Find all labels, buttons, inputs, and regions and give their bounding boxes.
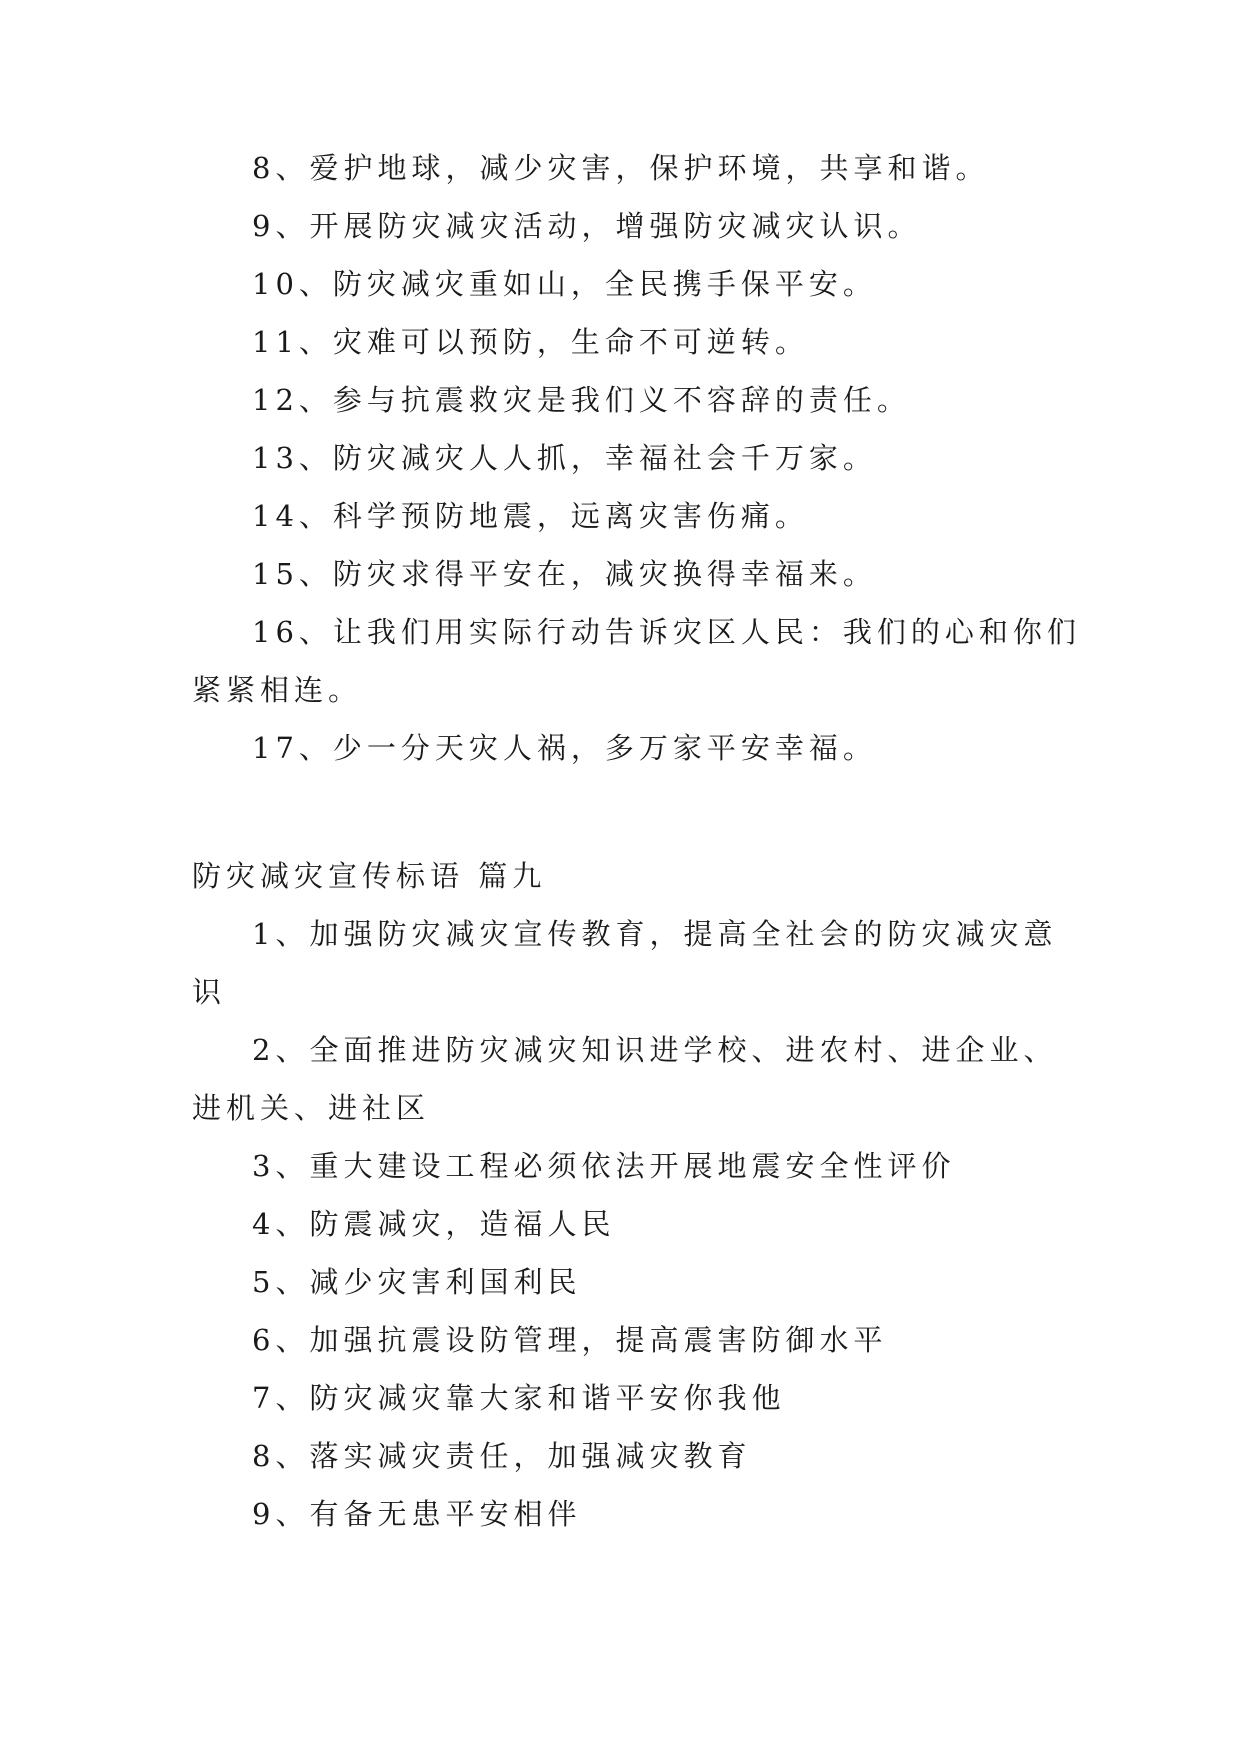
slogan-line: 2、全面推进防灾减灾知识进学校、进农村、进企业、 [252,1033,1058,1067]
slogan-line: 10、防灾减灾重如山，全民携手保平安。 [252,267,877,301]
slogan-line: 5、减少灾害利国利民 [252,1265,582,1299]
slogan-line: 9、有备无患平安相伴 [252,1497,582,1531]
slogan-line: 15、防灾求得平安在，减灾换得幸福来。 [252,557,877,591]
slogan-line: 11、灾难可以预防，生命不可逆转。 [252,325,809,359]
slogan-line-continuation: 识 [192,975,227,1009]
slogan-line: 17、少一分天灾人祸，多万家平安幸福。 [252,731,877,765]
slogan-line: 9、开展防灾减灾活动，增强防灾减灾认识。 [252,209,922,243]
slogan-line-continuation: 紧紧相连。 [192,673,363,707]
slogan-line: 6、加强抗震设防管理，提高震害防御水平 [252,1323,888,1357]
slogan-line: 8、爱护地球，减少灾害，保护环境，共享和谐。 [252,151,990,185]
slogan-line: 4、防震减灾，造福人民 [252,1207,616,1241]
slogan-line: 7、防灾减灾靠大家和谐平安你我他 [252,1381,786,1415]
slogan-line: 16、让我们用实际行动告诉灾区人民：我们的心和你们 [252,615,1081,649]
slogan-line: 3、重大建设工程必须依法开展地震安全性评价 [252,1149,956,1183]
slogan-line: 12、参与抗震救灾是我们义不容辞的责任。 [252,383,911,417]
section-heading: 防灾减灾宣传标语 篇九 [192,859,547,893]
slogan-line-continuation: 进机关、进社区 [192,1091,431,1125]
slogan-line: 8、落实减灾责任，加强减灾教育 [252,1439,752,1473]
slogan-line: 14、科学预防地震，远离灾害伤痛。 [252,499,809,533]
slogan-line: 1、加强防灾减灾宣传教育，提高全社会的防灾减灾意 [252,917,1058,951]
slogan-line: 13、防灾减灾人人抓，幸福社会千万家。 [252,441,877,475]
